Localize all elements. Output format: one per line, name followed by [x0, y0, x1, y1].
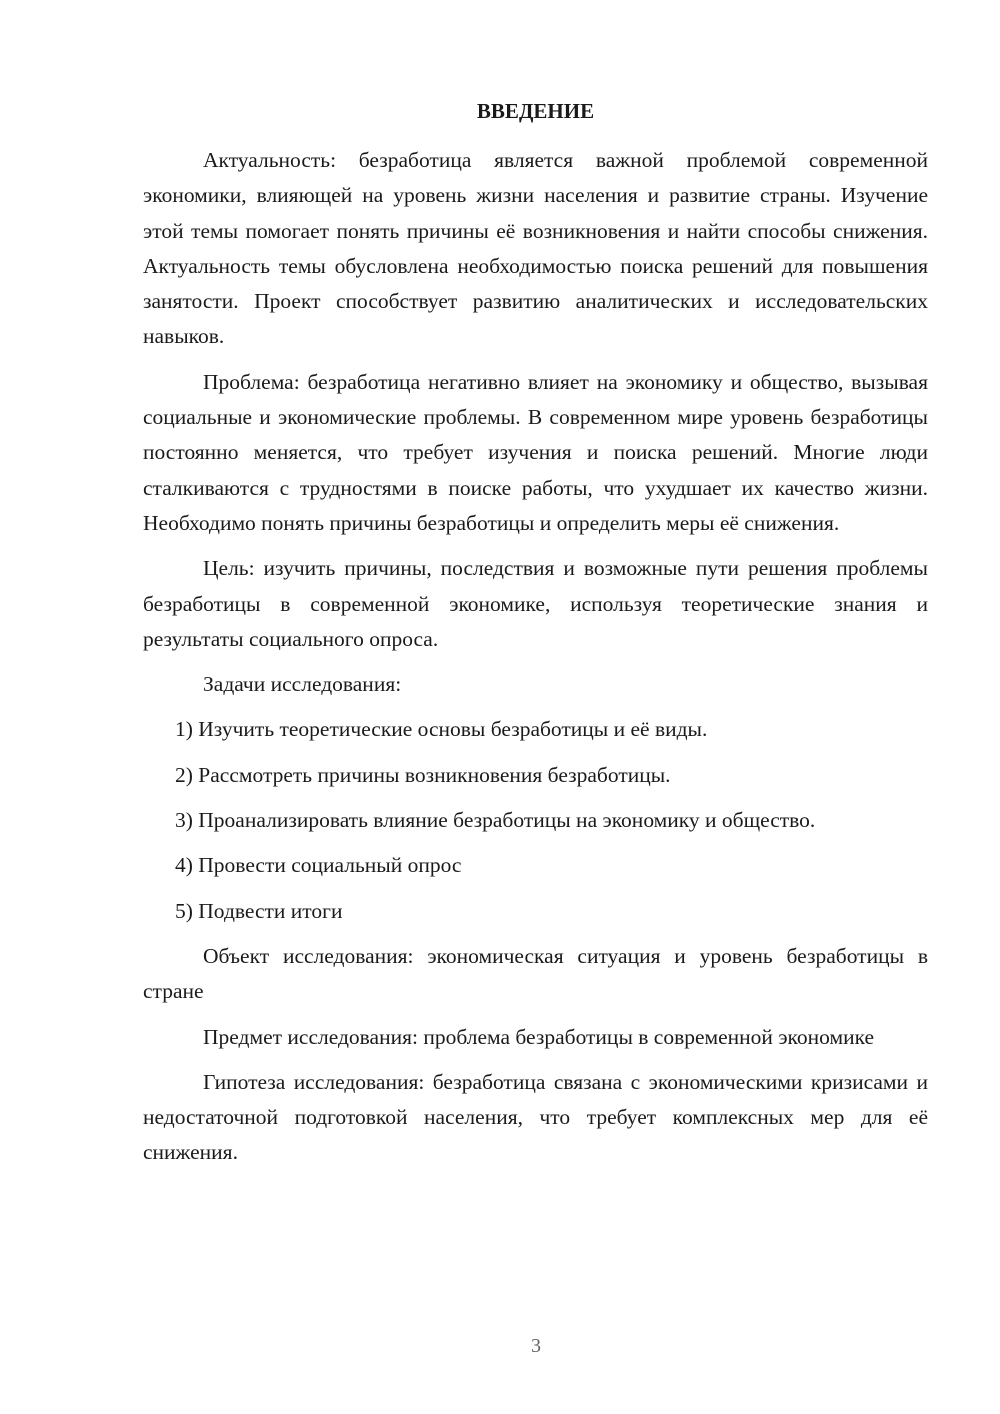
- task-item: 1) Изучить теоретические основы безработицы и её виды.: [175, 717, 708, 742]
- body-text: [143, 143, 928, 1181]
- goal-paragraph: Цель: изучить причины, последствия и возможные пути решения проблемы безработицы в современной экономике, используя теоретические знания и результаты социального опроса.: [143, 556, 928, 651]
- task-item: 4) Провести социальный опрос: [175, 853, 462, 878]
- object-paragraph: Объект исследования: экономическая ситуация и уровень безработицы в стране: [143, 943, 928, 1004]
- task-item: 2) Рассмотреть причины возникновения безработицы.: [175, 762, 671, 787]
- relevance-paragraph: Актуальность: безработица является важной проблемой современной экономики, влияющей на уровень жизни населения и развитие страны. Изучение этой темы помогает понять причины её возникновения и найти способы снижения. Актуальность темы обусловлена необходимостью поиска решений для повышения занятости. Проект способствует развитию аналитических и исследовательских навыков.: [143, 148, 928, 349]
- tasks-heading: Задачи исследования:: [203, 672, 402, 697]
- task-item: 3) Проанализировать влияние безработицы на экономику и общество.: [175, 808, 816, 833]
- subject-paragraph: Предмет исследования: проблема безработицы в современной экономике: [203, 1024, 875, 1049]
- task-item: 5) Подвести итоги: [175, 898, 343, 923]
- page-number: 3: [531, 1335, 541, 1357]
- section-heading: ВВЕДЕНИЕ: [476, 99, 595, 123]
- hypothesis-paragraph: Гипотеза исследования: безработица связана с экономическими кризисами и недостаточной подготовкой населения, что требует комплексных мер для её снижения.: [143, 1069, 928, 1165]
- problem-paragraph: Проблема: безработица негативно влияет на экономику и общество, вызывая социальные и экономические проблемы. В современном мире уровень безработицы постоянно меняется, что требует изучения и поиска решений. Многие люди сталкиваются с трудностями в поиске работы, что ухудшает их качество жизни. Необходимо понять причины безработицы и определить меры её снижения.: [143, 369, 928, 535]
- tasks-list: [143, 712, 928, 928]
